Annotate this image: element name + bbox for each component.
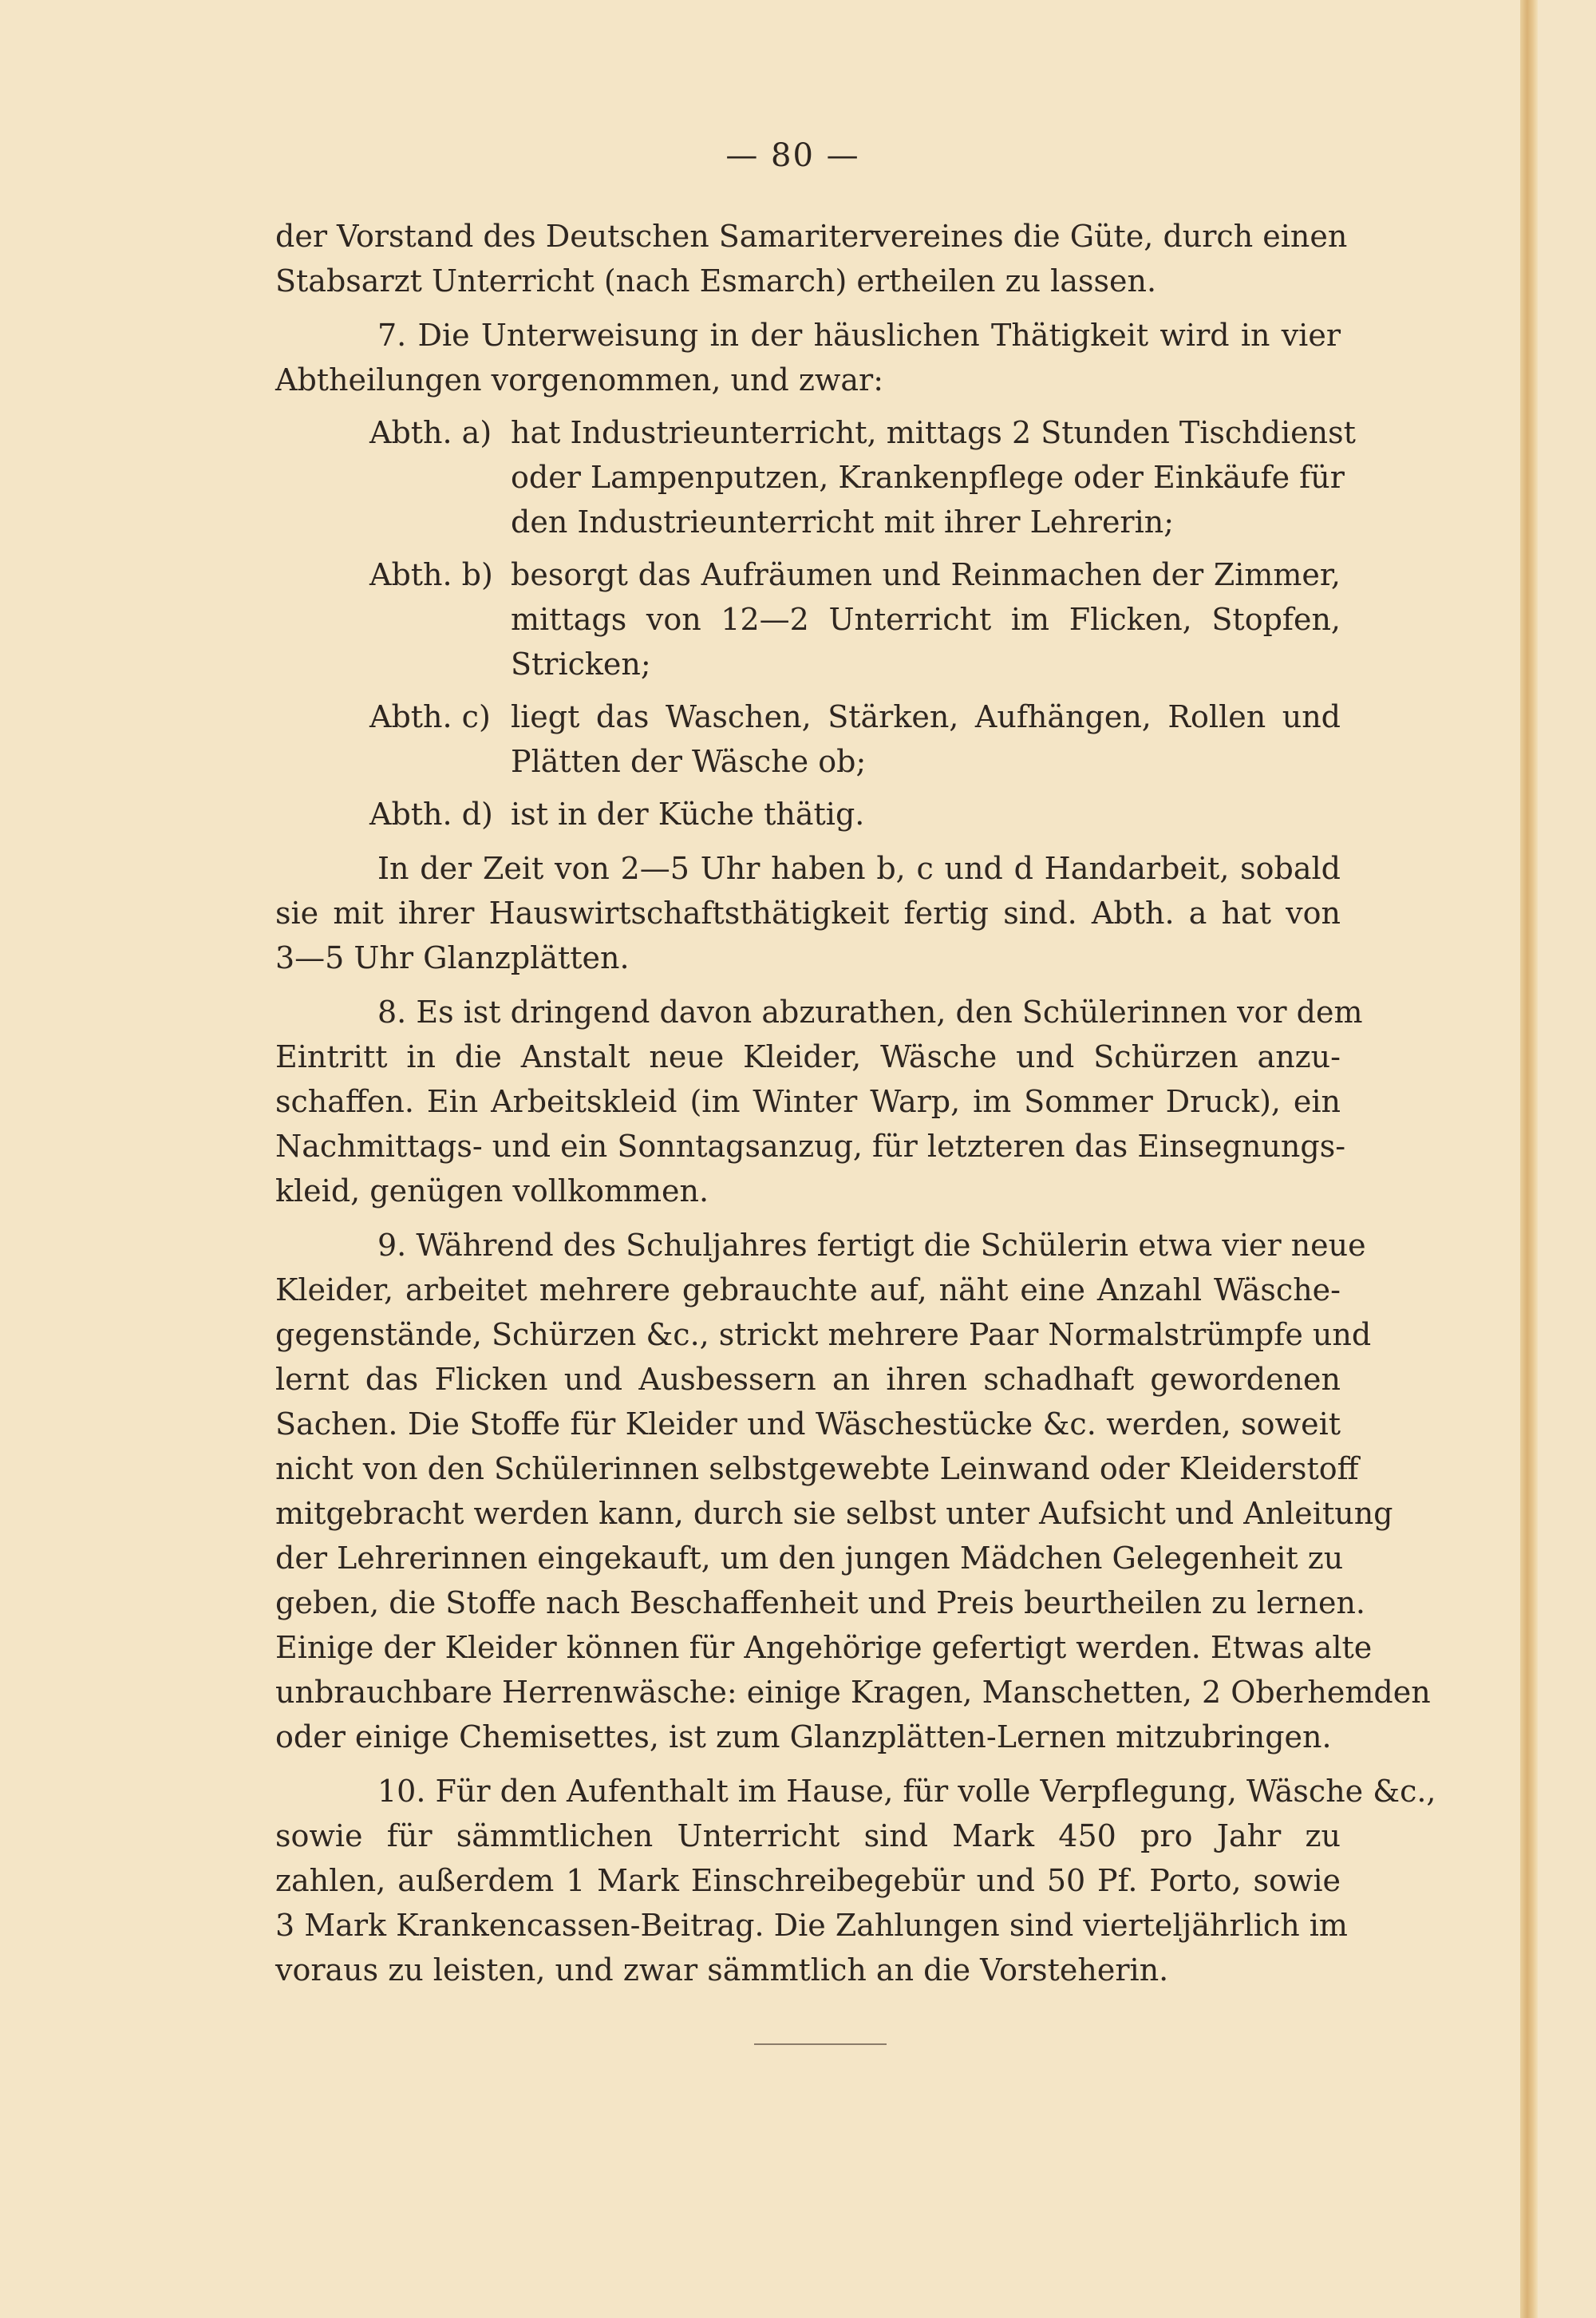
section-label: Abth. a) xyxy=(369,415,492,450)
text-line: 9. Während des Schuljahres fertigt die Schülerin etwa vier neue xyxy=(377,1228,1366,1263)
text-line: geben, die Stoffe nach Beschaffenheit und Preis beurtheilen zu lernen. xyxy=(275,1585,1365,1620)
text-line: Abtheilungen vorgenommen, und zwar: xyxy=(275,362,884,398)
text-line: lernt das Flicken und Ausbessern an ihren schadhaft gewordenen xyxy=(275,1362,1341,1397)
text-line: 10. Für den Aufenthalt im Hause, für volle Verpflegung, Wäsche &c., xyxy=(377,1774,1436,1809)
text-line: schaffen. Ein Arbeitskleid (im Winter Warp, im Sommer Druck), ein xyxy=(275,1084,1341,1119)
text-line: oder Lampenputzen, Krankenpflege oder Einkäufe für xyxy=(511,460,1345,495)
text-line: voraus zu leisten, und zwar sämmtlich an die Vorsteherin. xyxy=(275,1952,1169,1988)
paragraph xyxy=(275,313,1341,402)
text-line: Kleider, arbeitet mehrere gebrauchte auf, näht eine Anzahl Wäsche- xyxy=(275,1272,1341,1307)
text-line: Stabsarzt Unterricht (nach Esmarch) ertheilen zu lassen. xyxy=(275,263,1157,299)
page-fold-edge xyxy=(1520,0,1538,2318)
paragraph xyxy=(275,846,1341,980)
section-label: Abth. c) xyxy=(369,699,491,734)
paragraph xyxy=(275,990,1363,1213)
text-line: kleid, genügen vollkommen. xyxy=(275,1173,709,1208)
page-number: — 80 — xyxy=(725,137,860,174)
text-line: liegt das Waschen, Stärken, Aufhängen, Rollen und xyxy=(511,699,1341,734)
text-line: In der Zeit von 2—5 Uhr haben b, c und d Handarbeit, sobald xyxy=(377,851,1341,886)
section-label: Abth. b) xyxy=(369,557,493,592)
text-line: Eintritt in die Anstalt neue Kleider, Wäsche und Schürzen anzu- xyxy=(275,1039,1341,1074)
section-item xyxy=(275,552,1341,686)
text-line: 8. Es ist dringend davon abzurathen, den Schülerinnen vor dem xyxy=(377,995,1363,1030)
text-line: 3—5 Uhr Glanzplätten. xyxy=(275,940,630,975)
section-item xyxy=(275,410,1356,544)
text-line: der Vorstand des Deutschen Samaritervereines die Güte, durch einen xyxy=(275,219,1348,254)
text-line: sowie für sämmtlichen Unterricht sind Mark 450 pro Jahr zu xyxy=(275,1818,1341,1853)
text-line: Nachmittags- und ein Sonntagsanzug, für letzteren das Einsegnungs- xyxy=(275,1129,1346,1164)
page-body xyxy=(275,214,1436,1992)
text-line: der Lehrerinnen eingekauft, um den jungen Mädchen Gelegenheit zu xyxy=(275,1541,1344,1576)
text-line: Einige der Kleider können für Angehörige gefertigt werden. Etwas alte xyxy=(275,1630,1373,1665)
text-line: Plätten der Wäsche ob; xyxy=(511,744,867,779)
text-line: gegenstände, Schürzen &c., strickt mehrere Paar Normalstrümpfe und xyxy=(275,1317,1372,1352)
text-line: Stricken; xyxy=(511,647,651,682)
section-item xyxy=(275,792,1341,837)
text-line: 3 Mark Krankencassen-Beitrag. Die Zahlungen sind vierteljährlich im xyxy=(275,1908,1348,1943)
paragraph xyxy=(275,1223,1431,1759)
text-line: zahlen, außerdem 1 Mark Einschreibegebür und 50 Pf. Porto, sowie xyxy=(275,1863,1341,1898)
adjacent-page-edge xyxy=(1538,0,1596,2318)
closing-rule xyxy=(754,2043,887,2045)
text-line: oder einige Chemisettes, ist zum Glanzplätten-Lernen mitzubringen. xyxy=(275,1719,1332,1754)
text-line: mittags von 12—2 Unterricht im Flicken, Stopfen, xyxy=(511,602,1341,637)
text-line: unbrauchbare Herrenwäsche: einige Kragen, Manschetten, 2 Oberhemden xyxy=(275,1675,1431,1710)
text-line: sie mit ihrer Hauswirtschaftsthätigkeit fertig sind. Abth. a hat von xyxy=(275,896,1341,931)
text-line: mitgebracht werden kann, durch sie selbst unter Aufsicht und Anleitung xyxy=(275,1496,1393,1531)
paragraph xyxy=(275,1769,1436,1992)
text-line: hat Industrieunterricht, mittags 2 Stunden Tischdienst xyxy=(511,415,1356,450)
text-line: ist in der Küche thätig. xyxy=(511,797,865,832)
paragraph xyxy=(275,214,1348,303)
text-line: nicht von den Schülerinnen selbstgewebte Leinwand oder Kleiderstoff xyxy=(275,1451,1359,1486)
section-item xyxy=(275,694,1341,784)
text-line: Sachen. Die Stoffe für Kleider und Wäschestücke &c. werden, soweit xyxy=(275,1406,1341,1442)
text-line: 7. Die Unterweisung in der häuslichen Thätigkeit wird in vier xyxy=(377,318,1341,353)
section-label: Abth. d) xyxy=(369,797,493,832)
text-line: besorgt das Aufräumen und Reinmachen der Zimmer, xyxy=(511,557,1341,592)
text-line: den Industrieunterricht mit ihrer Lehrerin; xyxy=(511,504,1175,540)
